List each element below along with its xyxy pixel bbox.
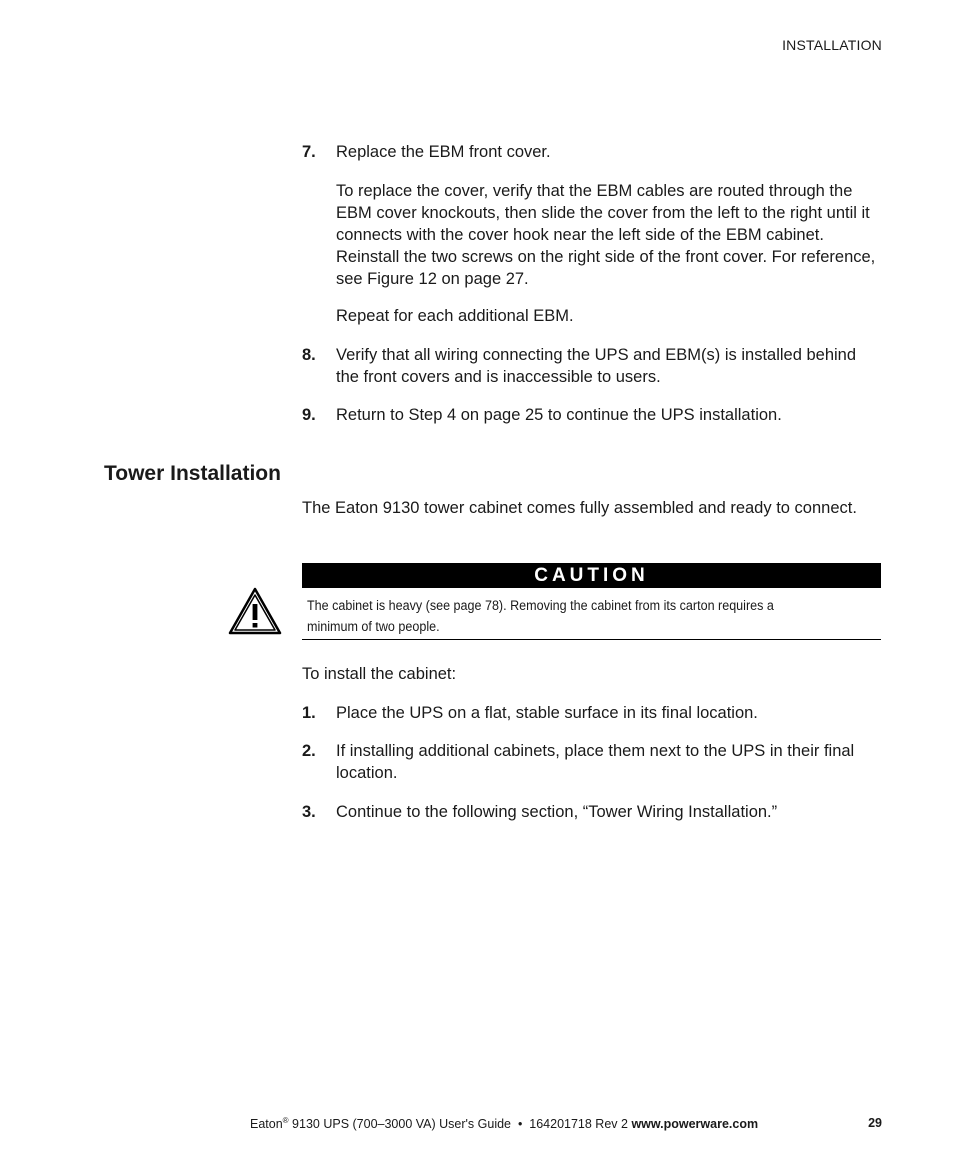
install-step-3: [302, 801, 882, 823]
step-9: [302, 404, 882, 426]
step-text: Place the UPS on a flat, stable surface in its final location.: [336, 704, 758, 722]
footer-brand: Eaton: [250, 1117, 283, 1132]
step-number: 2.: [302, 742, 316, 760]
warning-triangle-icon: [228, 587, 282, 635]
footer-citation: [250, 1116, 758, 1131]
caution-divider: [302, 639, 881, 640]
page-footer: [250, 1116, 882, 1131]
caution-banner: CAUTION: [302, 563, 881, 588]
step-8: [302, 344, 882, 388]
install-step-2: [302, 740, 882, 784]
step-number: 3.: [302, 803, 316, 821]
step-number: 9.: [302, 406, 316, 424]
section-title: Tower Installation: [104, 462, 281, 485]
caution-text: The cabinet is heavy (see page 78). Removing the cabinet from its carton requires a minimum of two people.: [307, 598, 774, 634]
step-7-repeat: Repeat for each additional EBM.: [336, 307, 574, 325]
running-header: INSTALLATION: [782, 37, 882, 53]
step-text: Verify that all wiring connecting the UPS and EBM(s) is installed behind the front covers and is inaccessible to users.: [336, 346, 857, 386]
step-7: [302, 141, 882, 163]
install-lead: To install the cabinet:: [302, 665, 457, 683]
step-number: 1.: [302, 704, 316, 722]
step-text: Replace the EBM front cover.: [336, 143, 551, 161]
step-7-detail: To replace the cover, verify that the EBM cables are routed through the EBM cover knockouts, then slide the cover from the left to the right until it connects with the cover hook near the left side of the EBM cabinet. Reinstall the two screws on the right side of the front cover. For reference, see Figure 12 on page 27.: [336, 182, 876, 288]
step-text: Continue to the following section, “Tower Wiring Installation.”: [336, 803, 778, 821]
step-number: 7.: [302, 143, 316, 161]
footer-guide-title: 9130 UPS (700–3000 VA) User's Guide • 164201718 Rev 2: [288, 1117, 632, 1132]
step-number: 8.: [302, 346, 316, 364]
install-step-1: [302, 702, 882, 724]
page-number: 29: [868, 1116, 882, 1130]
step-text: Return to Step 4 on page 25 to continue the UPS installation.: [336, 406, 782, 424]
footer-registered-mark: ®: [282, 1116, 289, 1125]
section-intro: The Eaton 9130 tower cabinet comes fully assembled and ready to connect.: [302, 499, 857, 517]
step-text: If installing additional cabinets, place them next to the UPS in their final location.: [336, 742, 855, 782]
footer-url[interactable]: www.powerware.com: [631, 1117, 759, 1132]
